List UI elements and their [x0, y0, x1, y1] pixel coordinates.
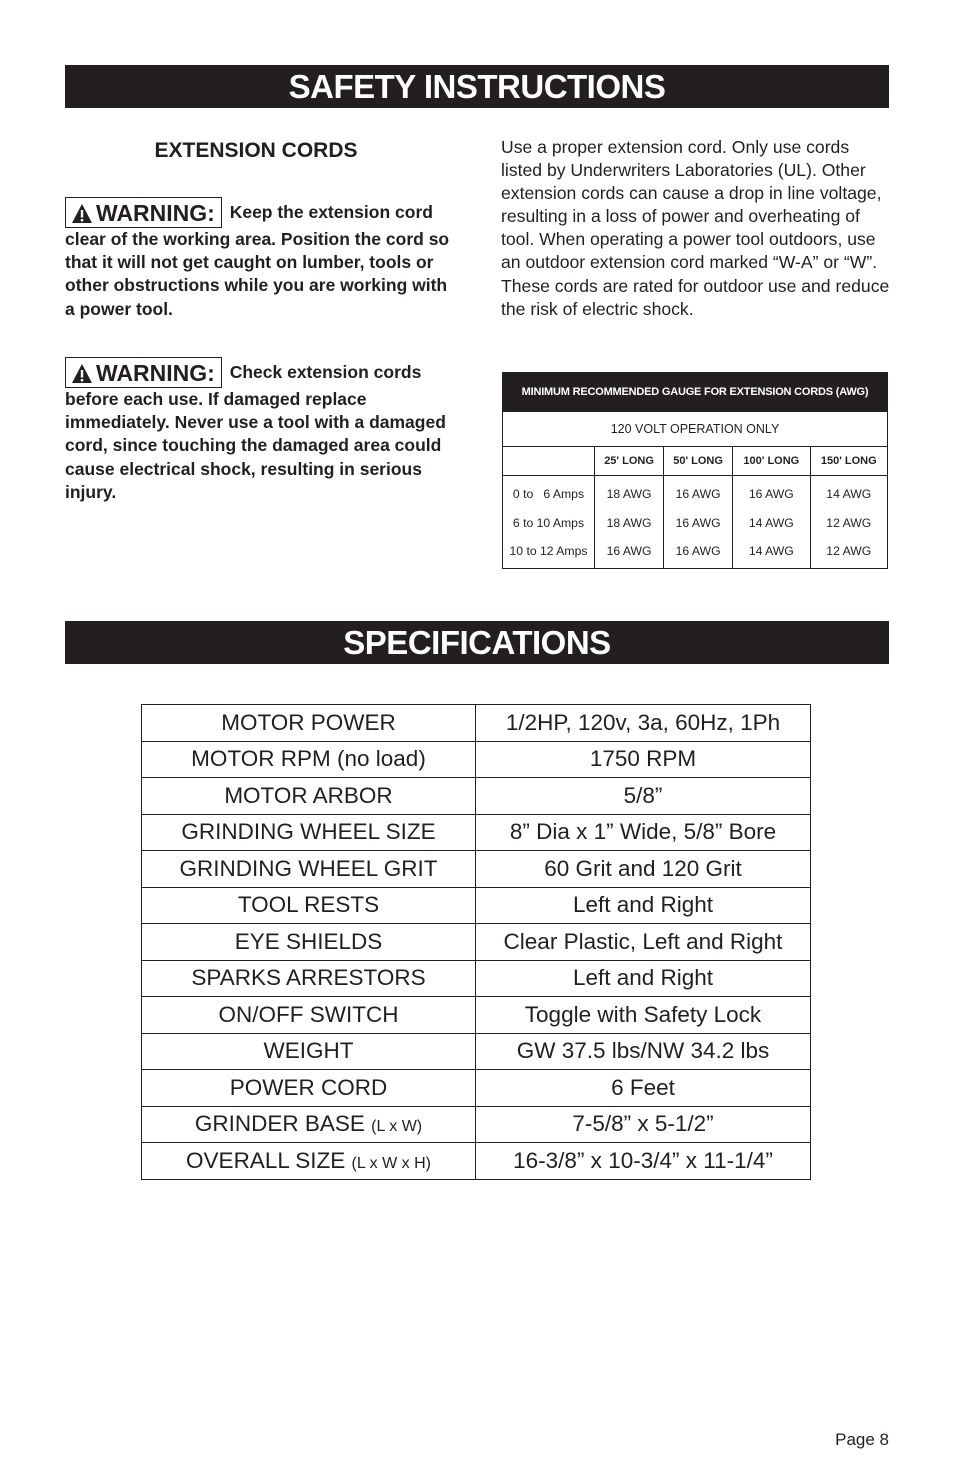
gauge-value: 14 AWG [733, 509, 810, 538]
spec-value: 5/8” [476, 778, 811, 815]
gauge-value: 12 AWG [810, 509, 887, 538]
extension-cord-guidance: Use a proper extension cord. Only use cords listed by Underwriters Laboratories (UL). Other extension cords can cause a drop in line voltage, resulting in a loss of power and overheating of tool. When operating a power tool outdoors, use an outdoor extension cord marked “W-A” or “W”. These cords are rated for outdoor use and reduce the risk of electric shock. [501, 137, 890, 319]
warning-block-2 [65, 357, 457, 504]
gauge-table [502, 372, 888, 569]
spec-value: 6 Feet [476, 1070, 811, 1107]
spec-row [142, 1106, 811, 1143]
spec-unit: (L x W x H) [351, 1154, 431, 1172]
extension-cords-heading: EXTENSION CORDS [154, 139, 358, 162]
gauge-value: 14 AWG [810, 476, 887, 509]
spec-value: GW 37.5 lbs/NW 34.2 lbs [476, 1033, 811, 1070]
spec-value: Left and Right [476, 960, 811, 997]
spec-value: 60 Grit and 120 Grit [476, 851, 811, 888]
warning-triangle-icon [71, 363, 93, 384]
spec-row [142, 997, 811, 1034]
spec-label [142, 1143, 476, 1180]
gauge-length-header: 25' LONG [595, 447, 664, 476]
gauge-value: 16 AWG [664, 509, 733, 538]
spec-label [142, 851, 476, 888]
warning-block-1 [65, 197, 457, 321]
gauge-table-title: MINIMUM RECOMMENDED GAUGE FOR EXTENSION CORDS (AWG) [503, 373, 888, 412]
spec-row [142, 960, 811, 997]
spec-value: Left and Right [476, 887, 811, 924]
spec-row [142, 887, 811, 924]
spec-label [142, 1070, 476, 1107]
spec-label-text: GRINDING WHEEL SIZE [181, 819, 436, 845]
spec-value: 8” Dia x 1” Wide, 5/8” Bore [476, 814, 811, 851]
gauge-amps: 10 to 12 Amps [503, 537, 595, 568]
gauge-row [503, 537, 888, 568]
gauge-value: 16 AWG [733, 476, 810, 509]
warning-text-2: Check extension cords before each use. If damaged replace immediately. Never use a tool with a damaged cord, since touching the damaged area could cause electrical shock, resulting in serious injury. [65, 362, 446, 502]
warning-label-box [65, 197, 222, 228]
spec-label-text: POWER CORD [229, 1074, 388, 1100]
spec-label [142, 997, 476, 1034]
spec-label [142, 705, 476, 742]
gauge-value: 16 AWG [595, 537, 664, 568]
gauge-value: 14 AWG [733, 537, 810, 568]
safety-instructions-banner [65, 65, 889, 108]
spec-value: Toggle with Safety Lock [476, 997, 811, 1034]
spec-label-text: ON/OFF SWITCH [218, 1001, 399, 1027]
gauge-length-header: 150' LONG [810, 447, 887, 476]
spec-label [142, 924, 476, 961]
spec-label [142, 960, 476, 997]
spec-row [142, 741, 811, 778]
spec-label-text: MOTOR POWER [221, 709, 396, 735]
spec-label-text: SPARKS ARRESTORS [191, 965, 426, 991]
spec-label [142, 1106, 476, 1143]
gauge-amps: 0 to 6 Amps [503, 476, 595, 509]
warning-label: WARNING: [96, 200, 215, 226]
warning-triangle-icon [71, 203, 93, 224]
specifications-banner [65, 621, 889, 664]
spec-value: 7-5/8” x 5-1/2” [476, 1106, 811, 1143]
spec-label [142, 1033, 476, 1070]
spec-row [142, 1143, 811, 1180]
spec-label-text: TOOL RESTS [237, 892, 380, 918]
spec-label-text: OVERALL SIZE [186, 1147, 346, 1173]
gauge-row [503, 476, 888, 509]
spec-label-text: GRINDING WHEEL GRIT [179, 855, 438, 881]
spec-label [142, 814, 476, 851]
spec-label-text: MOTOR RPM (no load) [191, 746, 426, 772]
gauge-value: 18 AWG [595, 476, 664, 509]
gauge-corner-cell [503, 447, 595, 476]
warning-label-box [65, 357, 222, 388]
spec-label-text: GRINDER BASE [194, 1111, 365, 1137]
gauge-voltage-note: 120 VOLT OPERATION ONLY [503, 412, 888, 447]
spec-value: 16-3/8” x 10-3/4” x 11-1/4” [476, 1143, 811, 1180]
spec-label [142, 887, 476, 924]
gauge-length-header: 100' LONG [733, 447, 810, 476]
gauge-value: 12 AWG [810, 537, 887, 568]
gauge-amps: 6 to 10 Amps [503, 509, 595, 538]
spec-label-text: WEIGHT [263, 1038, 354, 1064]
spec-row [142, 705, 811, 742]
gauge-value: 18 AWG [595, 509, 664, 538]
spec-row [142, 814, 811, 851]
extension-cords-warnings [65, 135, 457, 502]
specifications-title: SPECIFICATIONS [343, 624, 611, 661]
spec-label-text: EYE SHIELDS [234, 928, 383, 954]
spec-row [142, 924, 811, 961]
spec-value: 1/2HP, 120v, 3a, 60Hz, 1Ph [476, 705, 811, 742]
spec-row [142, 1070, 811, 1107]
spec-label [142, 741, 476, 778]
gauge-row [503, 509, 888, 538]
specifications-table [141, 704, 811, 1180]
spec-row [142, 851, 811, 888]
spec-label-text: MOTOR ARBOR [224, 782, 393, 808]
safety-instructions-title: SAFETY INSTRUCTIONS [288, 68, 666, 105]
gauge-length-header: 50' LONG [664, 447, 733, 476]
gauge-value: 16 AWG [664, 537, 733, 568]
gauge-value: 16 AWG [664, 476, 733, 509]
page-number: Page 8 [835, 1430, 889, 1449]
spec-unit: (L x W) [371, 1118, 423, 1136]
spec-label [142, 778, 476, 815]
spec-row [142, 1033, 811, 1070]
spec-value: 1750 RPM [476, 741, 811, 778]
warning-label: WARNING: [96, 360, 215, 386]
warning-text-1: Keep the extension cord clear of the working area. Position the cord so that it will not get caught on lumber, tools or other obstructions while you are working with a power tool. [65, 202, 450, 319]
spec-row [142, 778, 811, 815]
spec-value: Clear Plastic, Left and Right [476, 924, 811, 961]
